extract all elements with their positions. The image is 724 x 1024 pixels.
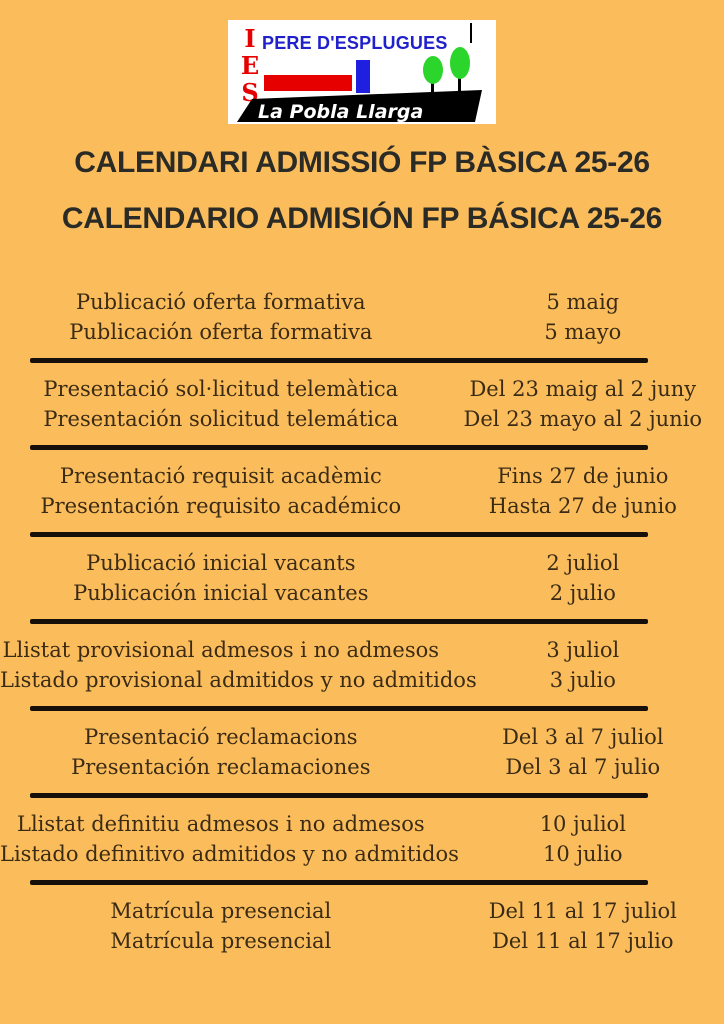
- table-row: [0, 450, 724, 532]
- event-cell: [0, 548, 442, 608]
- tree-icon-right: [450, 47, 470, 79]
- date-valencian: Del 23 maig al 2 juny: [469, 377, 697, 401]
- event-cell: [0, 809, 459, 869]
- date-spanish: Del 3 al 7 julio: [505, 755, 661, 779]
- event-spanish: Listado definitivo admitidos y no admitidos: [0, 842, 459, 866]
- date-spanish: 5 mayo: [544, 320, 622, 344]
- event-valencian: Publicació inicial vacants: [86, 551, 356, 575]
- logo-letter-s: S: [241, 78, 259, 107]
- date-valencian: Del 11 al 17 juliol: [488, 899, 677, 923]
- date-cell: [442, 722, 724, 782]
- date-valencian: Fins 27 de junio: [497, 464, 669, 488]
- logo-town-name: La Pobla Llarga: [258, 101, 424, 123]
- red-bar-shape: [264, 75, 352, 91]
- flagpole-line: [470, 23, 472, 43]
- event-valencian: Publicació oferta formativa: [76, 290, 366, 314]
- titles: [0, 148, 724, 234]
- date-cell: [442, 896, 724, 956]
- logo-letter-i: I: [244, 24, 256, 53]
- blue-bar-shape: [356, 60, 370, 93]
- school-logo-graphic: [228, 20, 496, 124]
- table-row: [0, 537, 724, 619]
- event-cell: [0, 896, 442, 956]
- event-cell: [0, 635, 477, 695]
- event-cell: [0, 374, 442, 434]
- date-valencian: 3 juliol: [546, 638, 620, 662]
- date-spanish: Hasta 27 de junio: [488, 494, 677, 518]
- tree-icon-left: [423, 56, 443, 84]
- event-spanish: Listado provisional admitidos y no admitidos: [0, 668, 477, 692]
- event-valencian: Llistat definitiu admesos i no admesos: [17, 812, 425, 836]
- table-row: [0, 363, 724, 445]
- table-row: [0, 885, 724, 967]
- table-row: [0, 711, 724, 793]
- date-cell: [442, 461, 724, 521]
- date-valencian: 10 juliol: [539, 812, 626, 836]
- page-title-spanish: CALENDARIO ADMISIÓN FP BÁSICA 25-26: [61, 202, 663, 235]
- event-spanish: Matrícula presencial: [110, 929, 332, 953]
- date-spanish: Del 11 al 17 julio: [492, 929, 674, 953]
- event-valencian: Matrícula presencial: [110, 899, 332, 923]
- date-cell: [442, 548, 724, 608]
- date-cell: [442, 287, 724, 347]
- event-cell: [0, 461, 442, 521]
- date-cell: [442, 809, 724, 869]
- event-spanish: Presentación requisito académico: [40, 494, 402, 518]
- event-spanish: Presentación solicitud telemática: [43, 407, 399, 431]
- date-spanish: 3 julio: [549, 668, 616, 692]
- event-valencian: Llistat provisional admesos i no admesos: [2, 638, 440, 662]
- logo-school-name: PERE D'ESPLUGUES: [262, 33, 448, 53]
- table-row: [0, 276, 724, 358]
- school-logo: [228, 20, 496, 124]
- date-cell: [442, 374, 724, 434]
- page-title-valencian: CALENDARI ADMISSIÓ FP BÀSICA 25-26: [74, 146, 650, 179]
- event-spanish: Publicación inicial vacantes: [73, 581, 369, 605]
- date-spanish: Del 23 mayo al 2 junio: [463, 407, 703, 431]
- event-valencian: Presentació requisit acadèmic: [59, 464, 382, 488]
- event-cell: [0, 287, 442, 347]
- date-spanish: 2 julio: [549, 581, 616, 605]
- table-row: [0, 624, 724, 706]
- table-row: [0, 798, 724, 880]
- logo-letter-e: E: [240, 51, 260, 80]
- event-valencian: Presentació reclamacions: [84, 725, 358, 749]
- date-valencian: 5 maig: [546, 290, 620, 314]
- schedule-table: [0, 276, 724, 967]
- event-spanish: Publicación oferta formativa: [69, 320, 373, 344]
- date-cell: [442, 635, 724, 695]
- date-valencian: Del 3 al 7 juliol: [502, 725, 664, 749]
- event-spanish: Presentación reclamaciones: [71, 755, 371, 779]
- event-valencian: Presentació sol·licitud telemàtica: [43, 377, 399, 401]
- date-spanish: 10 julio: [543, 842, 623, 866]
- event-cell: [0, 722, 442, 782]
- date-valencian: 2 juliol: [546, 551, 620, 575]
